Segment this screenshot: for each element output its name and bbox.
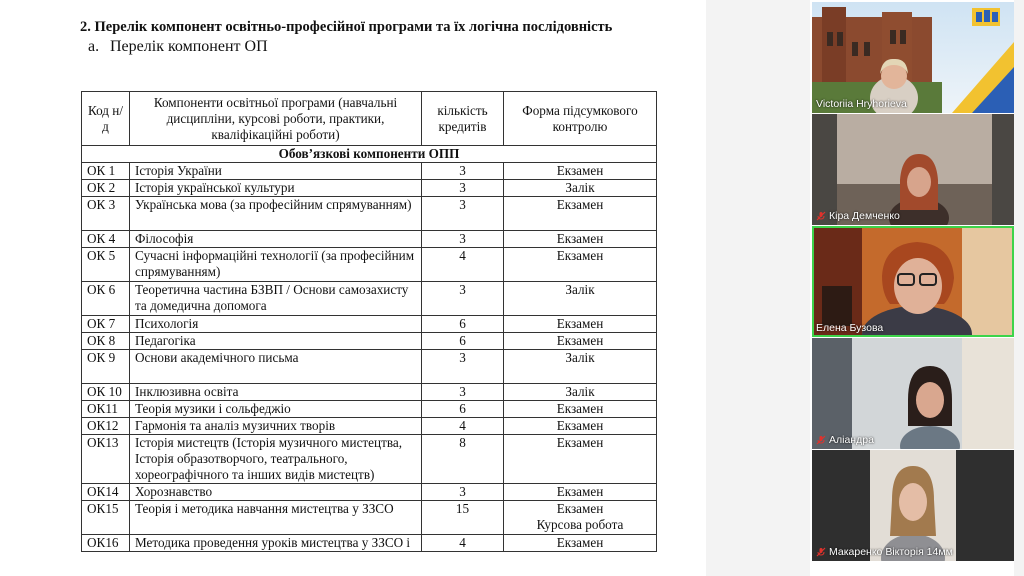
cell-credits: 3: [422, 282, 504, 316]
participant-name: Кіра Демченко: [829, 210, 900, 222]
cell-code: ОК15: [82, 501, 130, 535]
participant-name: Victoriia Hryhorieva: [816, 98, 907, 110]
video-tile-2[interactable]: [812, 114, 1014, 225]
participant-name-tag: [816, 210, 900, 222]
cell-control: Екзамен: [504, 248, 657, 282]
cell-component: Теорія музики і сольфеджіо: [130, 401, 422, 418]
cell-code: ОК12: [82, 418, 130, 435]
table-row: [82, 435, 657, 484]
cell-credits: 3: [422, 231, 504, 248]
header-credits: кількість кредитів: [422, 92, 504, 146]
header-code: Код н/д: [82, 92, 130, 146]
table-row: [82, 350, 657, 384]
cell-component: Методика проведення уроків мистецтва у ЗЗСО і: [130, 535, 422, 552]
cell-code: ОК 5: [82, 248, 130, 282]
subsection-heading: [88, 38, 268, 56]
cell-component: Українська мова (за професійним спрямуванням): [130, 197, 422, 231]
cell-component: Історія України: [130, 163, 422, 180]
table-row: [82, 316, 657, 333]
mic-off-icon: [816, 547, 826, 557]
video-tile-1[interactable]: [812, 2, 1014, 113]
participant-video: [812, 338, 1014, 449]
cell-code: ОК13: [82, 435, 130, 484]
cell-code: ОК 1: [82, 163, 130, 180]
cell-control: Екзамен: [504, 163, 657, 180]
table-row: [82, 163, 657, 180]
cell-component: Психологія: [130, 316, 422, 333]
participant-name: Макаренко Вікторія 14мм: [829, 546, 953, 558]
video-tile-5[interactable]: [812, 450, 1014, 561]
right-edge: [1014, 0, 1024, 576]
cell-component: Історія мистецтв (Історія музичного мистецтва, Історія образотворчого, театрального, хореографічного та інших видів мистецтв): [130, 435, 422, 484]
cell-code: ОК 7: [82, 316, 130, 333]
cell-credits: 3: [422, 197, 504, 231]
cell-code: ОК16: [82, 535, 130, 552]
cell-control: Залік: [504, 282, 657, 316]
cell-control: Екзамен: [504, 197, 657, 231]
participant-name-tag: [816, 434, 874, 446]
cell-component: Теоретична частина БЗВП / Основи самозахисту та домедична допомога: [130, 282, 422, 316]
cell-control: Екзамен: [504, 484, 657, 501]
cell-control: Екзамен: [504, 535, 657, 552]
header-control: Форма підсумкового контролю: [504, 92, 657, 146]
participant-name: Елена Бузова: [816, 322, 884, 334]
cell-credits: 3: [422, 350, 504, 384]
table-row: [82, 484, 657, 501]
mic-off-icon: [816, 211, 826, 221]
cell-control: Залік: [504, 180, 657, 197]
subsection-marker: a.: [88, 38, 100, 55]
cell-credits: 3: [422, 163, 504, 180]
cell-credits: 8: [422, 435, 504, 484]
cell-code: ОК 4: [82, 231, 130, 248]
table-row: [82, 197, 657, 231]
participant-video: [812, 114, 1014, 225]
cell-component: Теорія і методика навчання мистецтва у ЗЗСО: [130, 501, 422, 535]
cell-component: Інклюзивна освіта: [130, 384, 422, 401]
components-table: [81, 91, 657, 552]
cell-code: ОК 2: [82, 180, 130, 197]
cell-credits: 6: [422, 333, 504, 350]
cell-code: ОК 10: [82, 384, 130, 401]
cell-component: Історія української культури: [130, 180, 422, 197]
cell-control: Екзамен: [504, 435, 657, 484]
cell-code: ОК 3: [82, 197, 130, 231]
cell-component: Хорознавство: [130, 484, 422, 501]
cell-component: Сучасні інформаційні технології (за професійним спрямуванням): [130, 248, 422, 282]
cell-code: ОК 9: [82, 350, 130, 384]
cell-control-line: Курсова робота: [536, 517, 624, 532]
participant-name-tag: [816, 98, 907, 110]
cell-credits: 15: [422, 501, 504, 535]
cell-credits: 4: [422, 535, 504, 552]
table-row: [82, 248, 657, 282]
participant-name-tag: [816, 322, 883, 334]
section-title-mandatory: Обов’язкові компоненти ОПП: [82, 146, 657, 163]
table-row: [82, 231, 657, 248]
table-row: [82, 501, 657, 535]
cell-component: Філософія: [130, 231, 422, 248]
university-logo: [962, 6, 1010, 48]
cell-component: Основи академічного письма: [130, 350, 422, 384]
participant-name: Аліандра: [829, 434, 874, 446]
table-row: [82, 401, 657, 418]
cell-code: ОК11: [82, 401, 130, 418]
header-component: Компоненти освітньої програми (навчальні дисципліни, курсові роботи, практики, кваліфікаційні роботи): [130, 92, 422, 146]
table-row: [82, 282, 657, 316]
cell-credits: 4: [422, 418, 504, 435]
cell-code: ОК14: [82, 484, 130, 501]
mic-off-icon: [816, 435, 826, 445]
video-tile-3-active-speaker[interactable]: [812, 226, 1014, 337]
section-heading: 2. Перелік компонент освітньо-професійної програми та їх логічна послідовність: [80, 19, 613, 35]
cell-control: [504, 501, 657, 535]
participant-video: [812, 450, 1014, 561]
gallery-gutter: [706, 0, 810, 576]
cell-control: Екзамен: [504, 333, 657, 350]
participant-video: [812, 226, 1014, 337]
cell-component: Педагогіка: [130, 333, 422, 350]
cell-control: Екзамен: [504, 231, 657, 248]
cell-control: Залік: [504, 384, 657, 401]
cell-control: Екзамен: [504, 401, 657, 418]
subsection-title: Перелік компонент ОП: [110, 38, 268, 55]
cell-control-line: Екзамен: [556, 501, 604, 516]
cell-credits: 3: [422, 180, 504, 197]
cell-control: Екзамен: [504, 316, 657, 333]
table-row: [82, 180, 657, 197]
video-tile-4[interactable]: [812, 338, 1014, 449]
table-row: [82, 535, 657, 552]
cell-control: Залік: [504, 350, 657, 384]
table-row: [82, 418, 657, 435]
participant-name-tag: [816, 546, 953, 558]
cell-code: ОК 6: [82, 282, 130, 316]
cell-control: Екзамен: [504, 418, 657, 435]
table-row: [82, 384, 657, 401]
cell-credits: 6: [422, 316, 504, 333]
cell-credits: 3: [422, 384, 504, 401]
table-row: [82, 333, 657, 350]
cell-code: ОК 8: [82, 333, 130, 350]
cell-credits: 4: [422, 248, 504, 282]
cell-component: Гармонія та аналіз музичних творів: [130, 418, 422, 435]
cell-credits: 3: [422, 484, 504, 501]
cell-credits: 6: [422, 401, 504, 418]
